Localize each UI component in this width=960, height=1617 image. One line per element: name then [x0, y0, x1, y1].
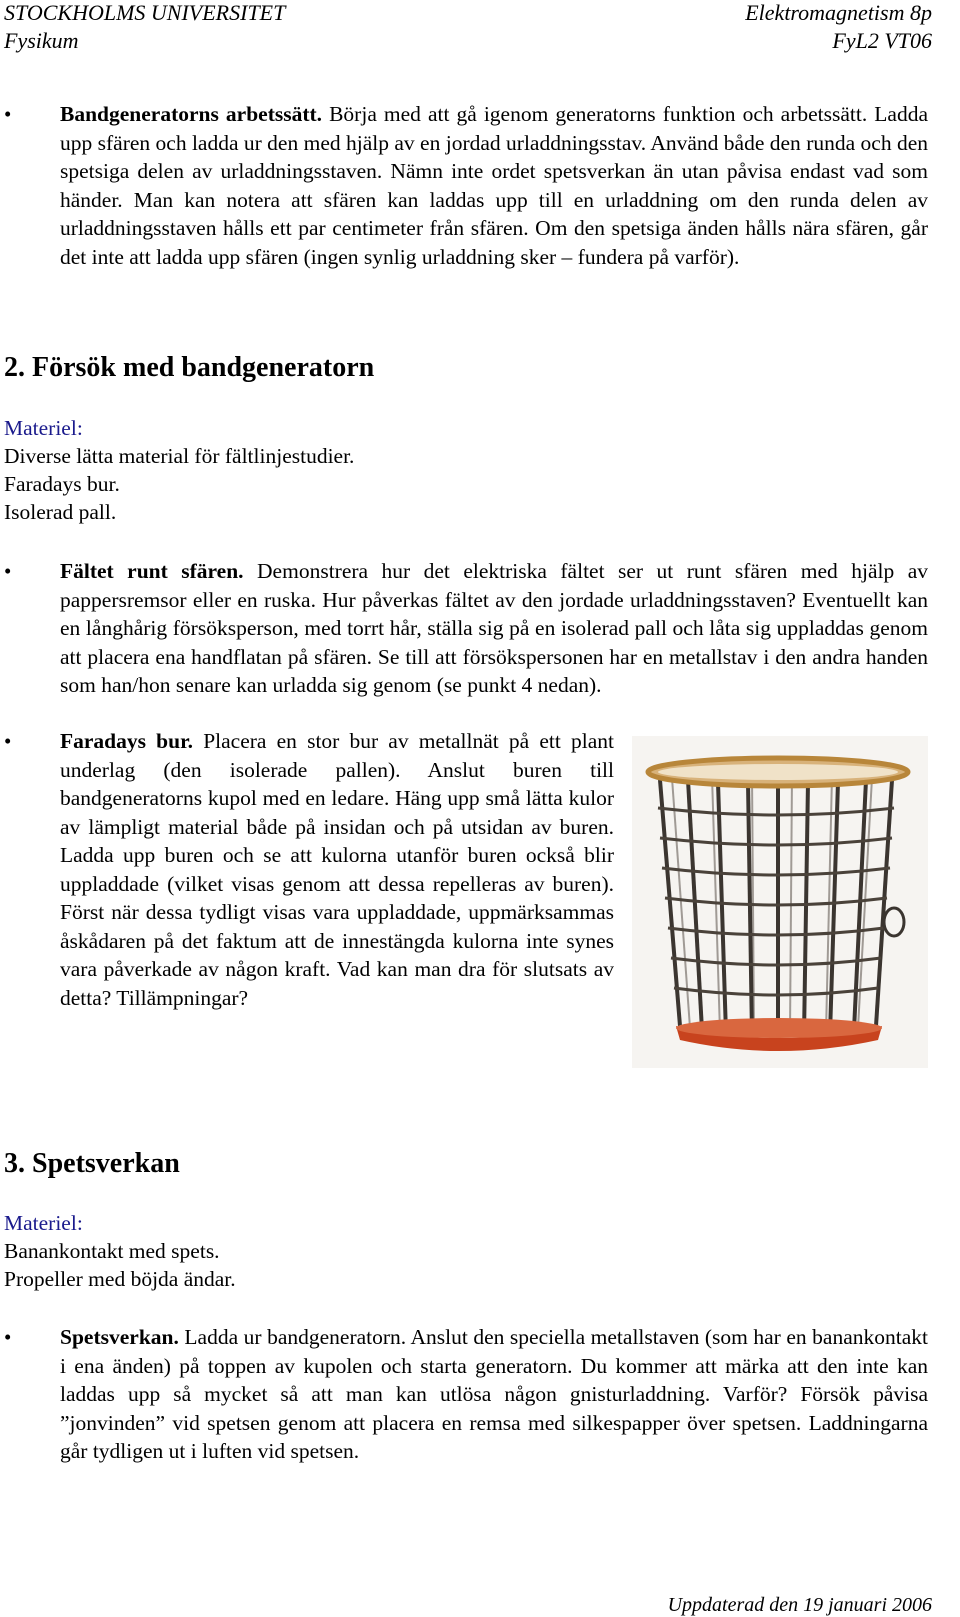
section-2-material-item: Diverse lätta material för fältlinjestudier.: [4, 444, 355, 468]
bandgenerator-title: Bandgeneratorns arbetssätt.: [60, 102, 323, 126]
section-2-materials-label: Materiel:: [4, 416, 83, 440]
section-2-heading: 2. Försök med bandgeneratorn: [4, 352, 375, 383]
faraday-text: Placera en stor bur av metallnät på ett plant underlag (den isolerade pallen). Anslut buren till bandgeneratorns kupol med en ledare. Häng upp små lätta kulor av lämpligt material både på insidan och på utsidan av buren. Ladda upp buren och se att kulorna utanför buren också blir uppladdade (vilket visas genom att dessa repelleras av buren). Först när dessa tydligt visas vara uppladdade, uppmärksammas åskådaren på det faktum att de innestängda kulorna inte synes vara påverkade av någon kraft. Vad kan man dra för slutsats av detta? Tillämpningar?: [60, 729, 615, 1010]
bandgenerator-paragraph: [60, 100, 928, 271]
section-3-material-item: Propeller med böjda ändar.: [4, 1267, 236, 1291]
field-paragraph: [60, 557, 928, 700]
section-3-material-item: Banankontakt med spets.: [4, 1239, 220, 1263]
department-name: Fysikum: [4, 28, 79, 53]
bullet-icon: •: [4, 729, 12, 753]
bullet-icon: •: [4, 559, 12, 583]
spetsverkan-text: Ladda ur bandgeneratorn. Anslut den speciella metallstaven (som har en banankontakt i ena änden) på toppen av kupolen och starta generatorn. Du kommer att märka att den inte kan laddas upp så mycket så att man kan utlösa någon gnisturladdning. Varför? Försök påvisa ”jonvinden” vid spetsen genom att placera en remsa med silkespapper över spetsen. Laddningarna går tydligen ut i luften vid spetsen.: [60, 1325, 928, 1463]
faraday-cage-image: [632, 736, 928, 1068]
section-3-heading: 3. Spetsverkan: [4, 1148, 180, 1179]
faraday-paragraph: [60, 727, 614, 1012]
spetsverkan-title: Spetsverkan.: [60, 1325, 179, 1349]
section-2-material-item: Isolerad pall.: [4, 500, 117, 524]
bullet-icon: •: [4, 1325, 12, 1349]
course-code: FyL2 VT06: [832, 28, 932, 53]
university-name: STOCKHOLMS UNIVERSITET: [4, 0, 286, 25]
field-title: Fältet runt sfären.: [60, 559, 244, 583]
bandgenerator-text: Börja med att gå igenom generatorns funktion och arbetssätt. Ladda upp sfären och ladda ur den med hjälp av en jordad urladdningsstav. Använd både den runda och den spetsiga delen av urladdningsstaven. Nämn inte ordet spetsverkan än utan påvisa endast vad som händer. Man kan notera att sfären kan laddas upp till en urladdning om den runda delen av urladdningsstaven hålls ett par centimeter från sfären. Om den spetsiga änden hålls nära sfären, går det inte att ladda upp sfären (ingen synlig urladdning sker – fundera på varför).: [60, 102, 929, 269]
spetsverkan-paragraph: [60, 1323, 928, 1466]
section-3-materials-label: Materiel:: [4, 1211, 83, 1235]
faraday-title: Faradays bur.: [60, 729, 194, 753]
section-2-material-item: Faradays bur.: [4, 472, 120, 496]
field-text: Demonstrera hur det elektriska fältet ser ut runt sfären med hjälp av pappersremsor eller en ruska. Hur påverkas fältet av den jordade urladdningsstaven? Eventuellt kan en långhårig försöksperson, med torrt hår, ställa sig på en isolerad pall och låta sig uppladdas genom att placera ena handflatan på sfären. Se till att försökspersonen har en metallstav i den andra handen som han/hon senare kan urladda sig genom (se punkt 4 nedan).: [60, 559, 929, 697]
bullet-icon: •: [4, 102, 12, 126]
updated-date: Uppdaterad den 19 januari 2006: [667, 1594, 932, 1616]
course-name: Elektromagnetism 8p: [745, 0, 932, 25]
